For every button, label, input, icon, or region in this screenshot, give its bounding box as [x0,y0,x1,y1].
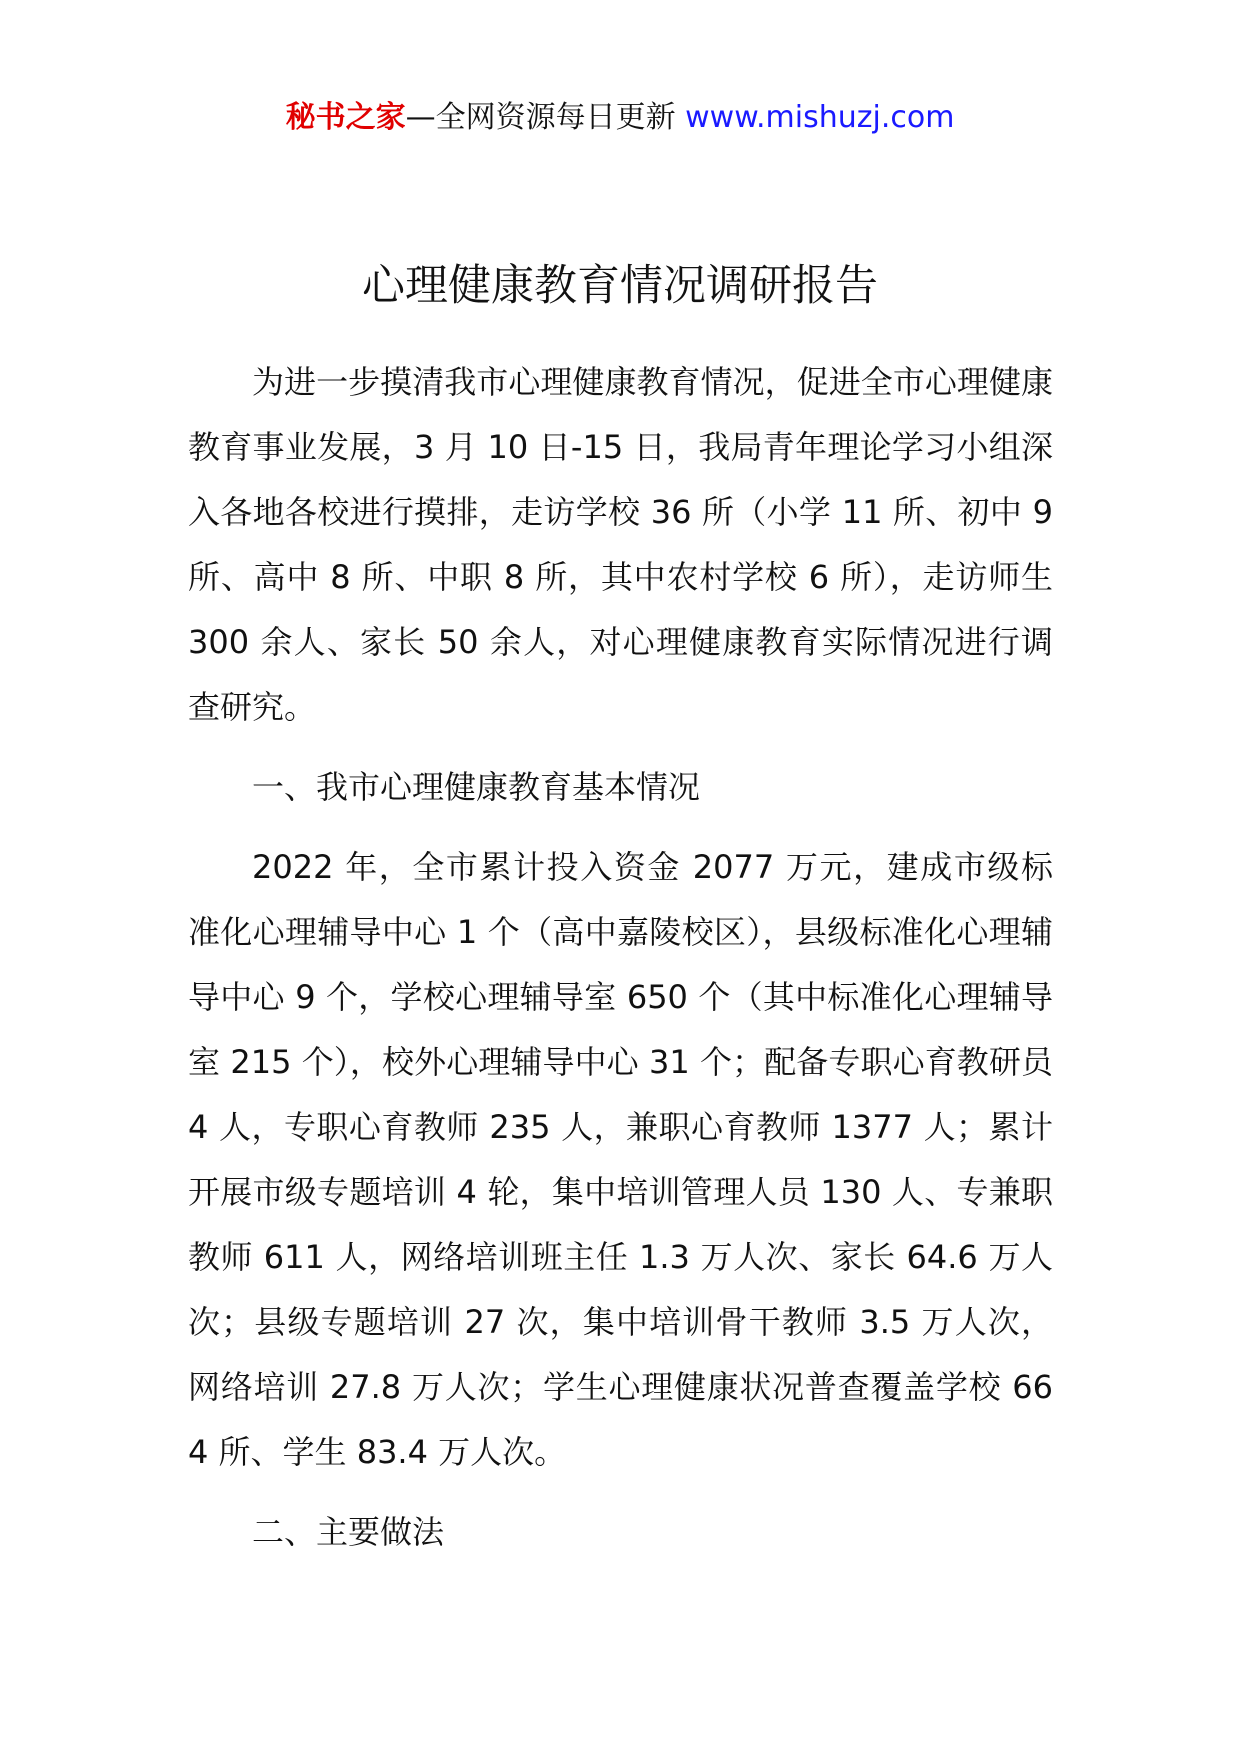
site-url-link[interactable]: www.mishuzj.com [685,100,955,135]
section-2-heading: 二、主要做法 [252,1513,445,1551]
intro-paragraph: 为进一步摸清我市心理健康教育情况，促进全市心理健康教育事业发展，3 月 10 日-15 日，我局青年理论学习小组深入各地各校进行摸排，走访学校 36 所（小学 11 所、初中 9 所、高中 8 所、中职 8 所，其中农村学校 6 所），走访师生 300 余人、家长 50 余人，对心理健康教育实际情况进行调查研究。 [188,363,1053,726]
document-body [188,350,1053,1580]
document-title: 心理健康教育情况调研报告 [362,261,878,311]
header-tagline: —全网资源每日更新 [405,100,676,135]
section-1-paragraph: 2022 年，全市累计投入资金 2077 万元，建成市级标准化心理辅导中心 1 个（高中嘉陵校区），县级标准化心理辅导中心 9 个，学校心理辅导室 650 个（其中标准化心理辅导室 215 个），校外心理辅导中心 31 个；配备专职心育教研员 4 人，专职心育教师 235 人，兼职心育教师 1377 人；累计开展市级专题培训 4 轮，集中培训管理人员 130 人、专兼职教师 611 人，网络培训班主任 1.3 万人次、家长 64.6 万人次；县级专题培训 27 次，集中培训骨干教师 3.5 万人次，网络培训 27.8 万人次；学生心理健康状况普查覆盖学校 664 所、学生 83.4 万人次。 [188,848,1053,1471]
section-1-heading: 一、我市心理健康教育基本情况 [252,768,701,806]
brand-name: 秘书之家 [285,100,406,135]
site-header [0,98,1240,138]
